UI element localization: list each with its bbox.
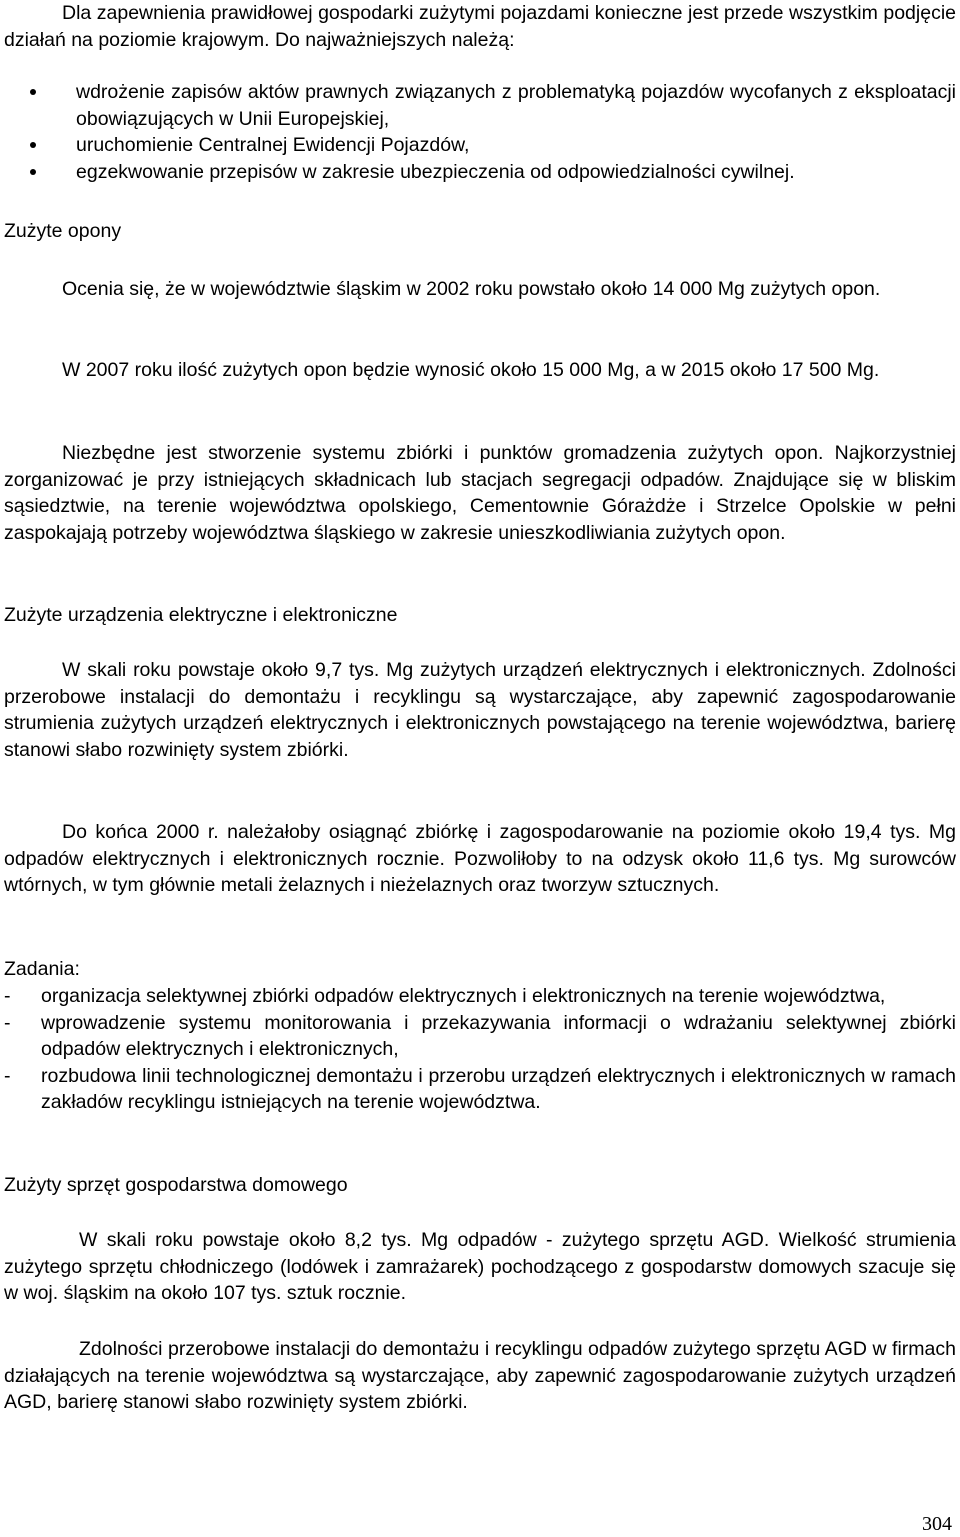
list-item: wdrożenie zapisów aktów prawnych związanych z problematyką pojazdów wycofanych z eksploatacji obowiązujących w Unii Europejskiej,: [4, 79, 956, 132]
tyres-paragraph-2: W 2007 roku ilość zużytych opon będzie wynosić około 15 000 Mg, a w 2015 około 17 500 Mg.: [62, 359, 880, 381]
tyres-paragraph-1: Ocenia się, że w województwie śląskim w 2002 roku powstało około 14 000 Mg zużytych opon.: [62, 278, 881, 300]
requirements-list: [4, 79, 956, 185]
list-item: - organizacja selektywnej zbiórki odpadów elektrycznych i elektronicznych na terenie województwa,: [4, 983, 956, 1010]
list-item: egzekwowanie przepisów w zakresie ubezpieczenia od odpowiedzialności cywilnej.: [4, 159, 956, 186]
dash-marker: -: [4, 1064, 11, 1087]
page-number: 304: [922, 1513, 952, 1535]
dash-marker: -: [4, 985, 11, 1007]
section-heading-household: Zużyty sprzęt gospodarstwa domowego: [4, 1174, 348, 1196]
tasks-heading: Zadania:: [4, 958, 80, 980]
electronics-paragraph-2: Do końca 2000 r. należałoby osiągnąć zbiórkę i zagospodarowanie na poziomie około 19,4 tys. Mg odpadów elektrycznych i elektronicznych rocznie. Pozwoliłoby to na odzysk około 11,6 tys. Mg surowców wtórnych, w tym głównie metali żelaznych i nieżelaznych oraz tworzyw sztucznych.: [4, 821, 956, 896]
bullet-icon: [30, 169, 36, 175]
document-page: [4, 0, 956, 1537]
electronics-paragraph-1: W skali roku powstaje około 9,7 tys. Mg zużytych urządzeń elektrycznych i elektronicznych. Zdolności przerobowe instalacji do demontażu i recyklingu są wystarczające, aby zapewnić zagospodarowanie strumienia zużytych urządzeń elektrycznych i elektronicznych powstającego na terenie województwa, barierę stanowi słabo rozwinięty system zbiórki.: [4, 659, 956, 761]
bullet-icon: [30, 89, 36, 95]
section-heading-electronics: Zużyte urządzenia elektryczne i elektroniczne: [4, 604, 398, 626]
intro-paragraph: Dla zapewnienia prawidłowej gospodarki zużytymi pojazdami konieczne jest przede wszystkim podjęcie działań na poziomie krajowym. Do najważniejszych należą:: [4, 2, 956, 51]
section-heading-tyres: Zużyte opony: [4, 220, 122, 242]
household-paragraph-1: W skali roku powstaje około 8,2 tys. Mg odpadów - zużytego sprzętu AGD. Wielkość strumienia zużytego sprzętu chłodniczego (lodówek i zamrażarek) pochodzącego z gospodarstw domowych szacuje się w woj. śląskim na około 107 tys. sztuk rocznie.: [4, 1229, 956, 1304]
list-item: - rozbudowa linii technologicznej demontażu i przerobu urządzeń elektrycznych i elektronicznych w ramach zakładów recyklingu istniejących na terenie województwa.: [4, 1064, 956, 1113]
tyres-paragraph-3: Niezbędne jest stworzenie systemu zbiórki i punktów gromadzenia zużytych opon. Najkorzystniej zorganizować je przy istniejących składnicach lub stacjach segregacji odpadów. Znajdujące się w bliskim sąsiedztwie, na terenie województwa opolskiego, Cementownie Górażdże i Strzelce Opolskie w pełni zaspokajają potrzeby województwa śląskiego w zakresie unieszkodliwiania zużytych opon.: [4, 442, 956, 544]
tasks-list: [4, 983, 956, 1116]
dash-marker: -: [4, 1011, 11, 1034]
list-item: - wprowadzenie systemu monitorowania i przekazywania informacji o wdrażaniu selektywnej zbiórki odpadów elektrycznych i elektronicznych,: [4, 1011, 956, 1060]
household-paragraph-2: Zdolności przerobowe instalacji do demontażu i recyklingu odpadów zużytego sprzętu AGD w firmach działających na terenie województwa są wystarczające, aby zapewnić zagospodarowanie zużytych urządzeń AGD, barierę stanowi słabo rozwinięty system zbiórki.: [4, 1338, 956, 1413]
list-item: uruchomienie Centralnej Ewidencji Pojazdów,: [4, 132, 956, 159]
bullet-icon: [30, 142, 36, 148]
